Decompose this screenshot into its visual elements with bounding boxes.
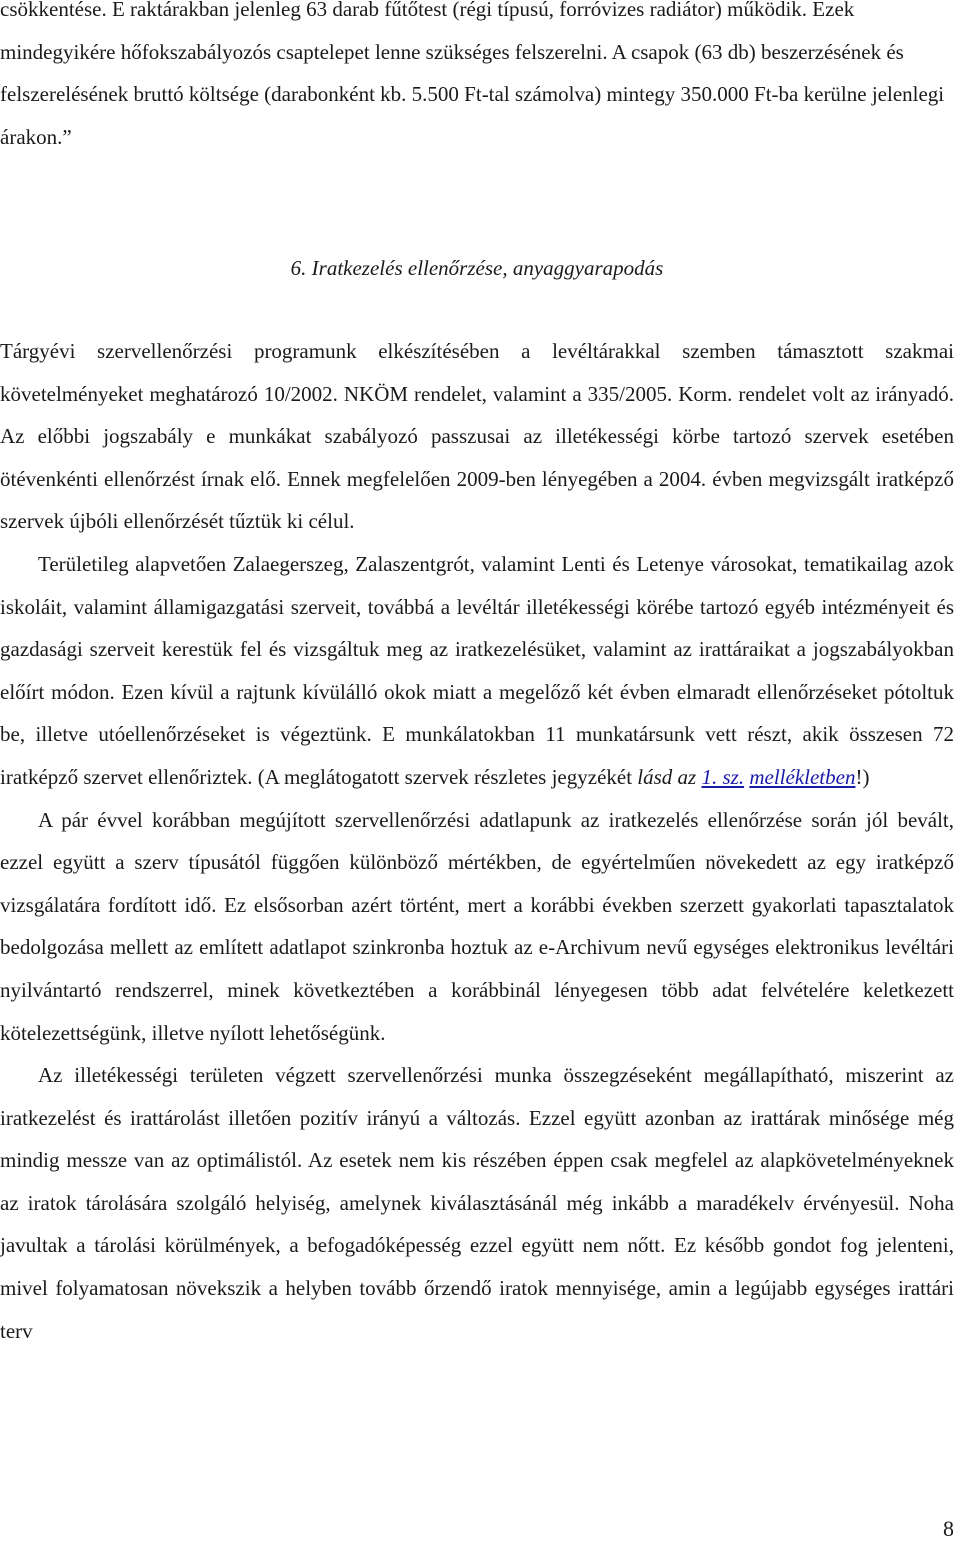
intro-paragraph: csökkentése. E raktárakban jelenleg 63 darab fűtőtest (régi típusú, forróvizes radiátor) működik. Ezek mindegyikére hőfokszabályozós csaptelepet lenne szükséges felszerelni. A csapok (63 db) beszerzésének és felszerelésének bruttó költsége (darabonként kb. 5.500 Ft-tal számolva) mintegy 350.000 Ft-ba kerülne jelenlegi árakon.” bbox=[0, 0, 945, 149]
paragraph-2-end: !) bbox=[855, 764, 870, 789]
annex-link[interactable]: mellékletben bbox=[749, 764, 856, 789]
paragraph-2-text: Területileg alapvetően Zalaegerszeg, Zalaszentgrót, valamint Lenti és Letenye városokat, tematikailag azok iskoláit, valamint államigazgatási szerveit, továbbá a levéltár illetékességi körébe tartozó egyéb intézményeit és gazdasági szerveit kerestük fel és vizsgáltuk meg az iratkezelésüket, valamint az irattáraikat a jogszabályokban előírt módon. Ezen kívül a rajtunk kívülálló okok miatt a megelőző két évben elmaradt ellenőrzéseket pótoltuk be, illetve utóellenőrzéseket is végeztünk. E munkálatokban 11 munkatársunk vett részt, akik összesen 72 iratképző szervet ellenőriztek. (A meglátogatott szervek részletes jegyzékét bbox=[0, 551, 954, 789]
annex-reference-see: lásd az bbox=[637, 764, 702, 789]
paragraph-1: Tárgyévi szervellenőrzési programunk elkészítésében a levéltárakkal szemben támasztott szakmai követelményeket meghatározó 10/2002. NKÖM rendelet, valamint a 335/2005. Korm. rendelet volt az irányadó. Az előbbi jogszabály e munkákat szabályozó passzusai az illetékességi körbe tartozó szervek esetében ötévenkénti ellenőrzést írnak elő. Ennek megfelelően 2009-ben lényegében a 2004. évben megvizsgált iratképző szervek újbóli ellenőrzését tűztük ki célul. bbox=[0, 339, 954, 534]
annex-number-link[interactable]: 1. sz. bbox=[701, 764, 745, 789]
paragraph-3: A pár évvel korábban megújított szervellenőrzési adatlapunk az iratkezelés ellenőrzése során jól bevált, ezzel együtt a szerv típusától függően különböző mértékben, de egyértelműen növekedett az egy iratképző vizsgálatára fordított idő. Ez elsősorban azért történt, mert a korábbi években szerzett gyakorlati tapasztalatok bedolgozása mellett az említett adatlapot szinkronba hoztuk az e-Archivum nevű egységes elektronikus levéltári nyilvántartó rendszerrel, minek következtében a korábbinál lényegesen több adat felvételére keletkezett kötelezettségünk, illetve nyílott lehetőségünk. bbox=[0, 807, 954, 1045]
section-body bbox=[0, 330, 954, 1352]
paragraph-4: Az illetékességi területen végzett szervellenőrzési munka összegzéseként megállapítható, miszerint az iratkezelést és irattárolást illetően pozitív irányú a változás. Ezzel együtt azonban az irattárak minősége még mindig messze van az optimálistól. Az esetek nem kis részében éppen csak megfelel az alapkövetelményeknek az iratok tárolására szolgáló helyiség, amelynek kiválasztásánál még inkább a maradékelv érvényesül. Noha javultak a tárolási körülmények, a befogadóképesség ezzel együtt nem nőtt. Ez később gondot fog jelenteni, mivel folyamatosan növekszik a helyben tovább őrzendő iratok mennyisége, amin a legújabb egységes irattári terv bbox=[0, 1063, 954, 1343]
annex-reference bbox=[637, 765, 855, 789]
section-heading: 6. Iratkezelés ellenőrzése, anyaggyarapodás bbox=[290, 256, 664, 280]
page-number: 8 bbox=[943, 1516, 954, 1541]
paragraph-2 bbox=[0, 543, 954, 799]
